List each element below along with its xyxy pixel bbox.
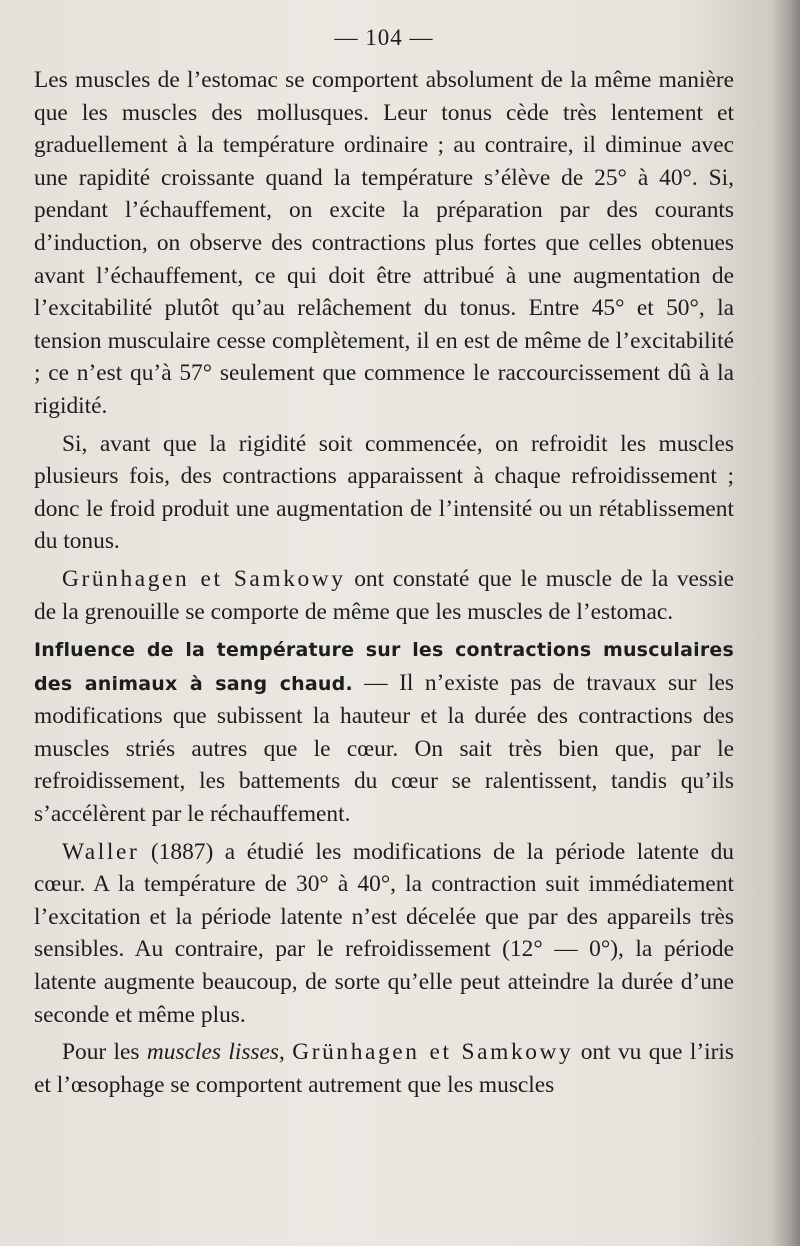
- paragraph-text: ont vu que l’iris et l’œsophage se comportent autrement que les muscles: [34, 1039, 735, 1098]
- paragraph-cooling: Si, avant que la rigidité soit commencée, on refroidit les muscles plusieurs fois, des contractions apparaissent à chaque refroidissement ; donc le froid produit une augmentation de l’intensité ou un rétablissement du tonus.: [34, 430, 734, 555]
- paragraph-stomach-muscles: Les muscles de l’estomac se comportent absolument de la même manière que les muscles des mollusques. Leur tonus cède très lentement et graduellement à la température ordinaire ; au contraire, il diminue avec une rapidité croissante quand la température s’élève de 25° à 40°. Si, pendant l’échauffement, on excite la préparation par des courants d’induction, on observe des contractions plus fortes que celles obtenues avant l’échauffement, ce qui doit être attribué à une augmentation de l’excitabilité plutôt qu’au relâchement du tonus. Entre 45° et 50°, la tension musculaire cesse complètement, il en est de même de l’excitabilité ; ce n’est qu’à 57° seulement que commence le raccourcissement dû à la rigidité.: [34, 67, 734, 419]
- author-name: Waller: [62, 838, 140, 865]
- author-names: Grünhagen et Samkowy: [62, 565, 346, 592]
- page-text: [34, 22, 734, 1101]
- paragraph-lead: Pour les: [62, 1039, 147, 1066]
- emphasis-text: muscles lisses: [146, 1039, 280, 1066]
- paragraph-smooth-muscles: [34, 1036, 734, 1101]
- section-heading: Influence de la température sur les contractions musculaires des animaux à sang chaud.: [34, 639, 734, 695]
- page-number: — 104 —: [334, 25, 434, 50]
- paragraph-comma: ,: [279, 1039, 293, 1066]
- paragraph-warm-blooded: [34, 633, 734, 831]
- paragraph-text: (1887) a étudié les modifications de la période latente du cœur. A la température de 30° à 40°, la contraction suit immédiatement l’excitation et la période latente n’est décelée que par des appareils très sensibles. Au contraire, par le refroidissement (12° — 0°), la période latente augmente beaucoup, de sorte qu’elle peut atteindre la durée d’une seconde et même plus.: [34, 838, 734, 1028]
- paragraph-bladder: [34, 563, 734, 628]
- author-names: Grünhagen et Samkowy: [292, 1039, 574, 1066]
- paragraph-waller: [34, 836, 734, 1032]
- paragraph-text: — Il n’existe pas de travaux sur les modifications que subissent la hauteur et la durée des contractions des muscles striés autres que le cœur. On sait très bien que, par le refroidissement, les battements du cœur se ralentissent, tandis qu’ils s’accélèrent par le réchauffement.: [34, 669, 734, 828]
- paragraph-text: ont constaté que le muscle de la vessie de la grenouille se comporte de même que les muscles de l’estomac.: [34, 565, 735, 625]
- page-spine-shadow: [772, 0, 800, 1246]
